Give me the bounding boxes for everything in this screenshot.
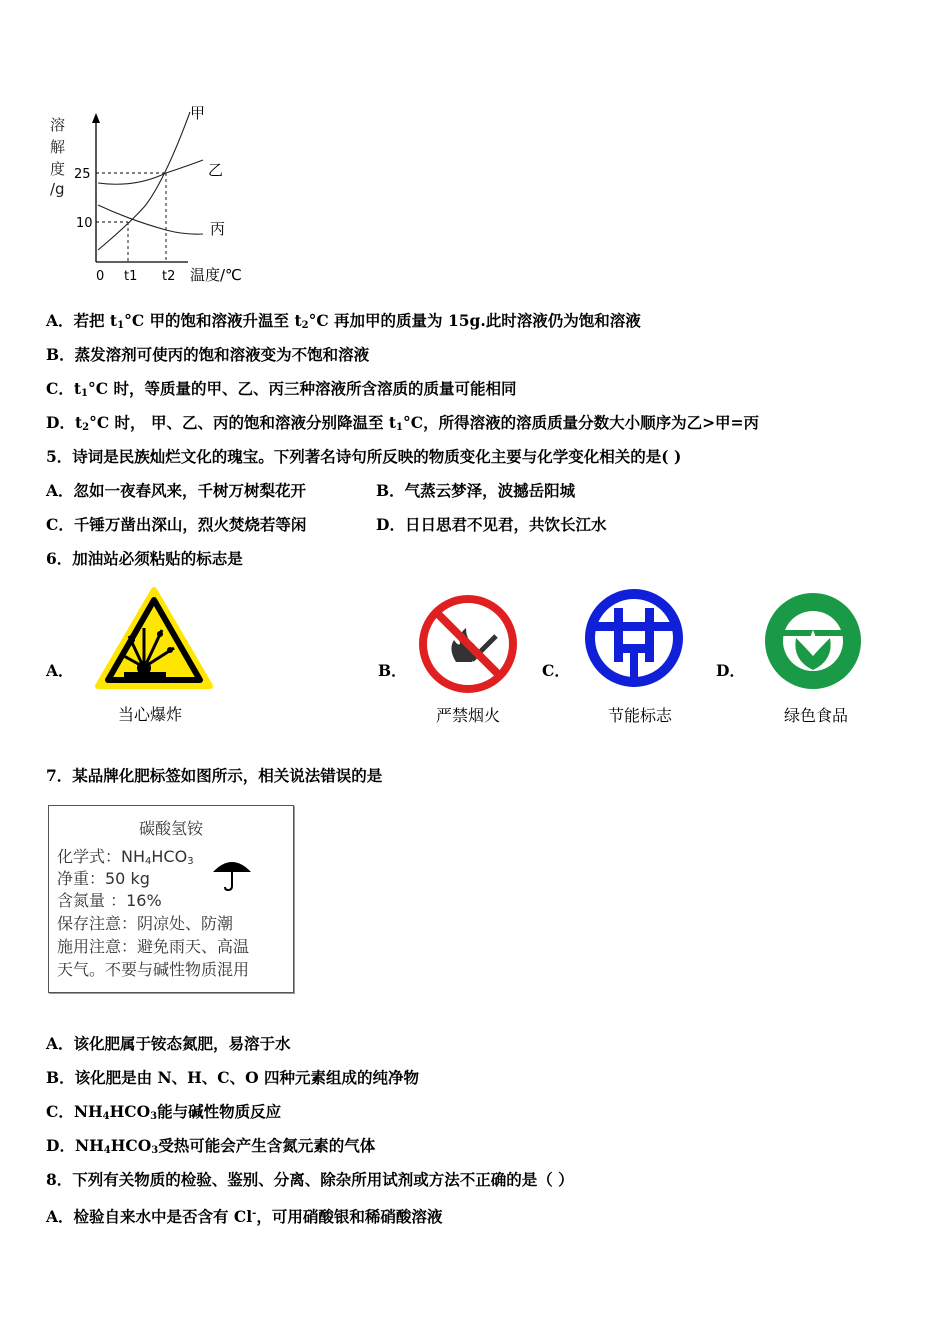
green-food-icon: [762, 590, 864, 692]
q5-option-c[interactable]: C．千锤万凿出深山，烈火焚烧若等闲: [46, 515, 307, 534]
q6-caption-a: 当心爆炸: [117, 705, 182, 724]
q6-option-d-label[interactable]: D．: [716, 661, 745, 680]
q5-option-d[interactable]: D．日日思君不见君，共饮长江水: [376, 515, 607, 534]
x-tick-label: t1: [124, 269, 138, 284]
q5-option-b[interactable]: B．气蒸云梦泽，波撼岳阳城: [376, 481, 576, 500]
q5-stem: 5．诗词是民族灿烂文化的瑰宝。下列著名诗句所反映的物质变化主要与化学变化相关的是( ): [46, 447, 682, 466]
fertilizer-usage-1: 施用注意：避免雨天、高温: [57, 937, 250, 956]
x-tick-label: t2: [162, 269, 176, 284]
series-label-yi: 乙: [208, 161, 224, 179]
y-axis-arrow: [92, 113, 100, 123]
fertilizer-usage-2: 天气。不要与碱性物质混用: [57, 960, 250, 979]
fertilizer-storage: 保存注意：阴凉处、防潮: [57, 914, 234, 933]
q4-option-c[interactable]: C．$t_1^\circ C$ 时，等质量的甲、乙、丙三种溶液所含溶质的质量可能相同: [46, 379, 517, 399]
y-axis-label: [50, 116, 65, 198]
q6-caption-d: 绿色食品: [783, 706, 848, 725]
fertilizer-label-title: 碳酸氢铵: [138, 819, 203, 838]
explosion-warning-icon: [94, 586, 214, 692]
series-label-jia: 甲: [190, 104, 206, 122]
series-label-bing: 丙: [210, 220, 226, 238]
q7-option-a[interactable]: A．该化肥属于铵态氮肥，易溶于水: [46, 1034, 291, 1053]
y-tick-label: 25: [74, 167, 91, 182]
y-label-char: /g: [50, 180, 65, 198]
fertilizer-weight: 净重：50 kg: [57, 869, 150, 888]
y-label-char: 解: [50, 138, 66, 156]
q6-caption-c: 节能标志: [607, 706, 672, 725]
q5-option-a[interactable]: A．忽如一夜春风来，千树万树梨花开: [46, 481, 307, 500]
q8-stem: 8．下列有关物质的检验、鉴别、分离、除杂所用试剂或方法不正确的是（ ）: [46, 1170, 574, 1189]
energy-saving-icon: [584, 588, 684, 688]
origin-label: 0: [96, 269, 105, 284]
q6-option-b-label[interactable]: B．: [378, 661, 407, 680]
q7-stem: 7．某品牌化肥标签如图所示，相关说法错误的是: [46, 766, 383, 785]
q6-option-a-label[interactable]: A．: [46, 661, 74, 680]
q6-stem: 6．加油站必须粘贴的标志是: [46, 549, 243, 568]
solubility-chart: [40, 100, 260, 290]
x-axis-label: 温度/℃: [190, 266, 242, 284]
fertilizer-label: [48, 805, 294, 993]
q4-option-b[interactable]: B．蒸发溶剂可使丙的饱和溶液变为不饱和溶液: [46, 345, 370, 364]
fertilizer-formula: 化学式：$NH_4HCO_3$: [57, 847, 194, 867]
y-tick-label: 10: [76, 216, 93, 231]
q4-option-d[interactable]: D．$t_2^\circ C$ 时， 甲、乙、丙的饱和溶液分别降温至 $t_1^\circ C$，所得溶液的溶质质量分数大小顺序为乙>甲=丙: [46, 413, 760, 433]
umbrella-icon: [211, 856, 253, 892]
q6-caption-b: 严禁烟火: [435, 706, 500, 725]
no-fire-icon: [418, 594, 518, 694]
curve-yi: [98, 160, 203, 184]
fertilizer-nitrogen: 含氮量 ：16%: [57, 891, 162, 910]
q4-option-a[interactable]: A．若把 $t_1^\circ C$ 甲的饱和溶液升温至 $t_2^\circ C$ 再加甲的质量为 15g.此时溶液仍为饱和溶液: [46, 311, 641, 331]
q7-option-d[interactable]: D．$NH_4HCO_3$受热可能会产生含氮元素的气体: [46, 1136, 376, 1156]
y-label-char: 度: [50, 160, 66, 178]
q6-option-c-label[interactable]: C．: [542, 661, 570, 680]
q7-option-c[interactable]: C．$NH_4HCO_3$能与碱性物质反应: [46, 1102, 282, 1122]
y-label-char: 溶: [50, 116, 66, 134]
curve-bing: [98, 205, 203, 234]
q8-option-a[interactable]: A．检验自来水中是否含有 Cl-，可用硝酸银和稀硝酸溶液: [46, 1207, 443, 1227]
q7-option-b[interactable]: B．该化肥是由 N、H、C、O 四种元素组成的纯净物: [46, 1068, 420, 1087]
